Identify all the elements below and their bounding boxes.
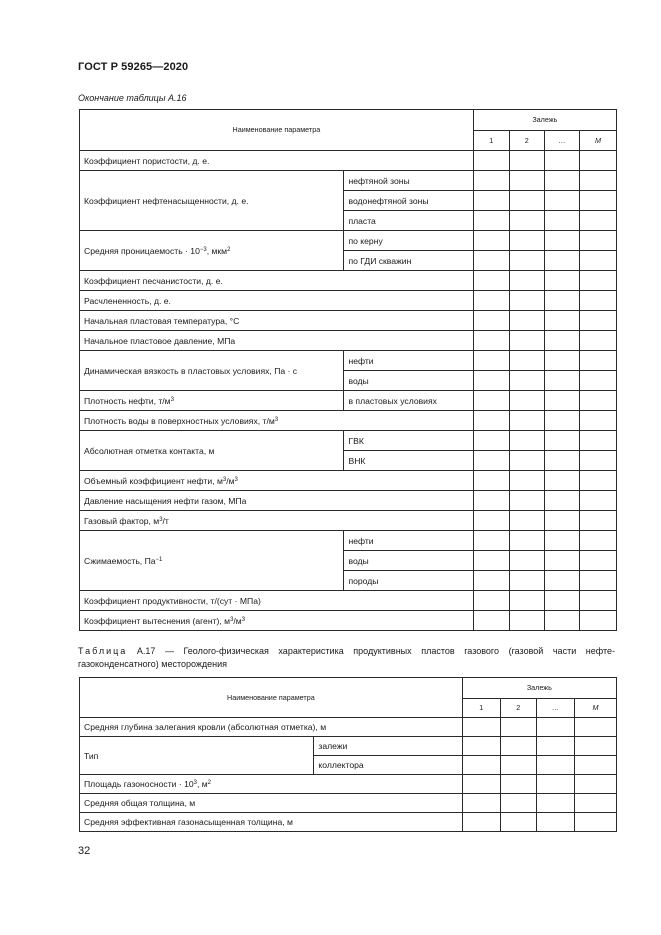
value-cell [544, 391, 579, 411]
value-cell [544, 211, 579, 231]
param-label [80, 775, 463, 794]
header-deposit: Залежь [462, 678, 616, 699]
value-cell [579, 271, 616, 291]
value-cell [579, 571, 616, 591]
value-cell [579, 511, 616, 531]
value-cell [544, 571, 579, 591]
value-cell [579, 411, 616, 431]
value-cell [544, 491, 579, 511]
param-label-text: Средняя общая толщина, м [84, 798, 196, 808]
param-label [80, 531, 344, 591]
param-label-superscript: 3 [193, 780, 197, 786]
param-label-text: Объемный коэффициент нефти, м [84, 475, 223, 486]
value-cell [579, 471, 616, 491]
table-row [80, 411, 617, 431]
header-deposit-col: 1 [473, 131, 509, 151]
param-label-text: /м [233, 615, 242, 626]
value-cell [500, 775, 536, 794]
table-row [80, 351, 617, 371]
param-label-text: Динамическая вязкость в пластовых условиях, Па · с [84, 365, 298, 376]
param-label [80, 491, 474, 511]
value-cell [509, 571, 544, 591]
value-cell [462, 775, 500, 794]
sub-param-label: нефти [344, 531, 473, 551]
sub-param-label: по ГДИ скважин [344, 251, 473, 271]
table-a17 [79, 677, 617, 832]
value-cell [473, 291, 509, 311]
param-label [80, 151, 474, 171]
value-cell [509, 231, 544, 251]
value-cell [544, 371, 579, 391]
value-cell [579, 291, 616, 311]
value-cell [544, 351, 579, 371]
param-label-text: Сжимаемость, Па [84, 555, 156, 566]
header-deposit-col: 2 [500, 699, 536, 718]
param-label [80, 511, 474, 531]
value-cell [544, 191, 579, 211]
param-label-text: Средняя эффективная газонасыщенная толщина, м [84, 817, 293, 827]
param-label-text: Расчлененность, д. е. [84, 295, 171, 306]
param-label [80, 291, 474, 311]
value-cell [473, 491, 509, 511]
value-cell [509, 211, 544, 231]
page-number: 32 [78, 845, 91, 857]
value-cell [579, 351, 616, 371]
value-cell [536, 737, 574, 756]
table-row [80, 471, 617, 491]
table-row [80, 531, 617, 551]
value-cell [509, 451, 544, 471]
param-label-text: , м [196, 779, 208, 789]
value-cell [500, 737, 536, 756]
param-label [80, 794, 463, 813]
header-row [80, 110, 617, 131]
header-param: Наименование параметра [80, 678, 463, 718]
value-cell [544, 531, 579, 551]
value-cell [473, 591, 509, 611]
param-label [80, 311, 474, 331]
value-cell [473, 151, 509, 171]
header-row [80, 678, 617, 699]
value-cell [579, 151, 616, 171]
sub-param-label: в пластовых условиях [344, 391, 473, 411]
header-deposit-col: … [536, 699, 574, 718]
param-label [80, 351, 344, 391]
value-cell [473, 531, 509, 551]
value-cell [473, 171, 509, 191]
value-cell [544, 311, 579, 331]
table-a17-caption [78, 645, 615, 671]
param-label-text: Тип [84, 750, 99, 761]
value-cell [509, 431, 544, 451]
table-row [80, 491, 617, 511]
param-label-text: Начальная пластовая температура, °С [84, 315, 240, 326]
value-cell [574, 775, 616, 794]
table-row [80, 813, 617, 832]
table-row [80, 171, 617, 191]
param-label [80, 737, 314, 775]
value-cell [509, 191, 544, 211]
param-label [80, 271, 474, 291]
value-cell [579, 231, 616, 251]
sub-param-label: коллектора [314, 756, 462, 775]
value-cell [509, 291, 544, 311]
table-row [80, 231, 617, 251]
value-cell [473, 351, 509, 371]
param-label-superscript: 3 [159, 516, 163, 523]
value-cell [509, 551, 544, 571]
table-row [80, 794, 617, 813]
table-row [80, 737, 617, 756]
sub-param-label: нефтяной зоны [344, 171, 473, 191]
value-cell [544, 151, 579, 171]
value-cell [462, 756, 500, 775]
value-cell [544, 451, 579, 471]
param-label-superscript: 2 [227, 246, 231, 253]
param-label-text: Коэффициент пористости, д. е. [84, 155, 210, 166]
value-cell [544, 271, 579, 291]
value-cell [579, 491, 616, 511]
value-cell [574, 756, 616, 775]
param-label [80, 431, 344, 471]
value-cell [544, 431, 579, 451]
param-label-superscript: 2 [207, 780, 211, 786]
value-cell [473, 551, 509, 571]
value-cell [500, 756, 536, 775]
header-deposit-col: M [579, 131, 616, 151]
param-label [80, 411, 474, 431]
value-cell [473, 331, 509, 351]
table-row [80, 291, 617, 311]
value-cell [473, 411, 509, 431]
value-cell [579, 431, 616, 451]
param-label-text: Плотность нефти, т/м [84, 395, 171, 406]
value-cell [544, 611, 579, 631]
value-cell [544, 511, 579, 531]
document-code: ГОСТ Р 59265—2020 [78, 61, 189, 73]
param-label-text: Давление насыщения нефти газом, МПа [84, 495, 247, 506]
value-cell [579, 331, 616, 351]
param-label-text: /т [162, 515, 169, 526]
param-label [80, 591, 474, 611]
value-cell [473, 231, 509, 251]
param-label-superscript: 3 [241, 616, 246, 623]
param-label-text: Средняя проницаемость · 10 [84, 245, 200, 256]
param-label-text: Средняя глубина залегания кровли (абсолютная отметка), м [84, 722, 327, 732]
value-cell [473, 191, 509, 211]
value-cell [579, 211, 616, 231]
value-cell [473, 611, 509, 631]
param-label-text: Коэффициент продуктивности, т/(сут · МПа) [84, 595, 261, 606]
value-cell [574, 718, 616, 737]
param-label-text: Абсолютная отметка контакта, м [84, 445, 215, 456]
param-label-superscript: 3 [234, 476, 238, 483]
value-cell [544, 471, 579, 491]
value-cell [473, 371, 509, 391]
value-cell [462, 737, 500, 756]
value-cell [579, 591, 616, 611]
value-cell [536, 813, 574, 832]
caption-text: А.17 — Геолого-физическая характеристика продуктивных пластов газового (газовой части нефте-газоконденсатного) месторождения [78, 646, 615, 669]
value-cell [544, 231, 579, 251]
value-cell [500, 718, 536, 737]
value-cell [473, 211, 509, 231]
header-deposit-col: M [574, 699, 616, 718]
table-row [80, 391, 617, 411]
sub-param-label: породы [344, 571, 473, 591]
value-cell [544, 251, 579, 271]
sub-param-label: пласта [344, 211, 473, 231]
param-label-text: Газовый фактор, м [84, 515, 160, 526]
param-label-text: Коэффициент песчанистости, д. е. [84, 275, 223, 286]
sub-param-label: воды [344, 371, 473, 391]
table-continuation-label: Окончание таблицы А.16 [78, 93, 187, 103]
value-cell [462, 813, 500, 832]
table-row [80, 271, 617, 291]
value-cell [579, 551, 616, 571]
table-row [80, 311, 617, 331]
value-cell [473, 571, 509, 591]
param-label-text: Коэффициент нефтенасыщенности, д. е. [84, 195, 249, 206]
param-label [80, 611, 474, 631]
sub-param-label: ВНК [344, 451, 473, 471]
param-label [80, 813, 463, 832]
sub-param-label: ГВК [344, 431, 473, 451]
value-cell [579, 371, 616, 391]
value-cell [574, 737, 616, 756]
value-cell [500, 794, 536, 813]
value-cell [509, 511, 544, 531]
param-label-text: Начальное пластовое давление, МПа [84, 335, 236, 346]
caption-prefix: Таблица [78, 646, 128, 656]
value-cell [544, 591, 579, 611]
value-cell [579, 191, 616, 211]
value-cell [579, 171, 616, 191]
param-label-text: , мкм [206, 245, 228, 256]
table-row [80, 331, 617, 351]
value-cell [462, 718, 500, 737]
table-row [80, 718, 617, 737]
param-label-superscript: 3 [170, 396, 174, 403]
param-label [80, 331, 474, 351]
param-label [80, 718, 463, 737]
value-cell [509, 151, 544, 171]
value-cell [579, 251, 616, 271]
value-cell [500, 813, 536, 832]
value-cell [473, 471, 509, 491]
value-cell [473, 391, 509, 411]
param-label-text: /м [226, 475, 235, 486]
value-cell [509, 531, 544, 551]
value-cell [473, 271, 509, 291]
param-label [80, 171, 344, 231]
value-cell [509, 311, 544, 331]
param-label-superscript: 3 [222, 476, 227, 483]
header-deposit: Залежь [473, 110, 616, 131]
value-cell [509, 251, 544, 271]
value-cell [473, 311, 509, 331]
value-cell [509, 611, 544, 631]
header-deposit-col: … [544, 131, 579, 151]
value-cell [462, 794, 500, 813]
value-cell [544, 171, 579, 191]
param-label [80, 391, 344, 411]
sub-param-label: залежи [314, 737, 462, 756]
table-row [80, 151, 617, 171]
value-cell [473, 431, 509, 451]
value-cell [579, 391, 616, 411]
param-label-text: Коэффициент вытеснения (агент), м [84, 615, 231, 626]
param-label-superscript: 3 [274, 416, 279, 423]
value-cell [473, 511, 509, 531]
table-a16 [79, 109, 617, 631]
table-row [80, 775, 617, 794]
value-cell [509, 591, 544, 611]
value-cell [509, 271, 544, 291]
value-cell [536, 718, 574, 737]
value-cell [509, 171, 544, 191]
value-cell [579, 531, 616, 551]
value-cell [544, 331, 579, 351]
table-row [80, 591, 617, 611]
value-cell [579, 311, 616, 331]
value-cell [509, 491, 544, 511]
table-row [80, 511, 617, 531]
param-label-text: Плотность воды в поверхностных условиях, т/м [84, 415, 275, 426]
header-deposit-col: 1 [462, 699, 500, 718]
param-label-superscript: −3 [199, 246, 207, 253]
value-cell [574, 794, 616, 813]
value-cell [544, 291, 579, 311]
param-label-superscript: −1 [155, 556, 163, 563]
param-label [80, 231, 344, 271]
sub-param-label: воды [344, 551, 473, 571]
value-cell [579, 451, 616, 471]
sub-param-label: по керну [344, 231, 473, 251]
value-cell [536, 756, 574, 775]
param-label-superscript: 3 [230, 616, 234, 623]
param-label [80, 471, 474, 491]
value-cell [579, 611, 616, 631]
header-deposit-col: 2 [509, 131, 544, 151]
value-cell [473, 451, 509, 471]
param-label-text: Площадь газоносности · 10 [84, 779, 194, 789]
value-cell [473, 251, 509, 271]
value-cell [536, 775, 574, 794]
value-cell [509, 471, 544, 491]
sub-param-label: водонефтяной зоны [344, 191, 473, 211]
value-cell [536, 794, 574, 813]
value-cell [544, 411, 579, 431]
value-cell [509, 391, 544, 411]
value-cell [509, 411, 544, 431]
sub-param-label: нефти [344, 351, 473, 371]
header-param: Наименование параметра [80, 110, 474, 151]
value-cell [574, 813, 616, 832]
table-row [80, 611, 617, 631]
value-cell [509, 351, 544, 371]
value-cell [544, 551, 579, 571]
table-row [80, 431, 617, 451]
value-cell [509, 331, 544, 351]
value-cell [509, 371, 544, 391]
